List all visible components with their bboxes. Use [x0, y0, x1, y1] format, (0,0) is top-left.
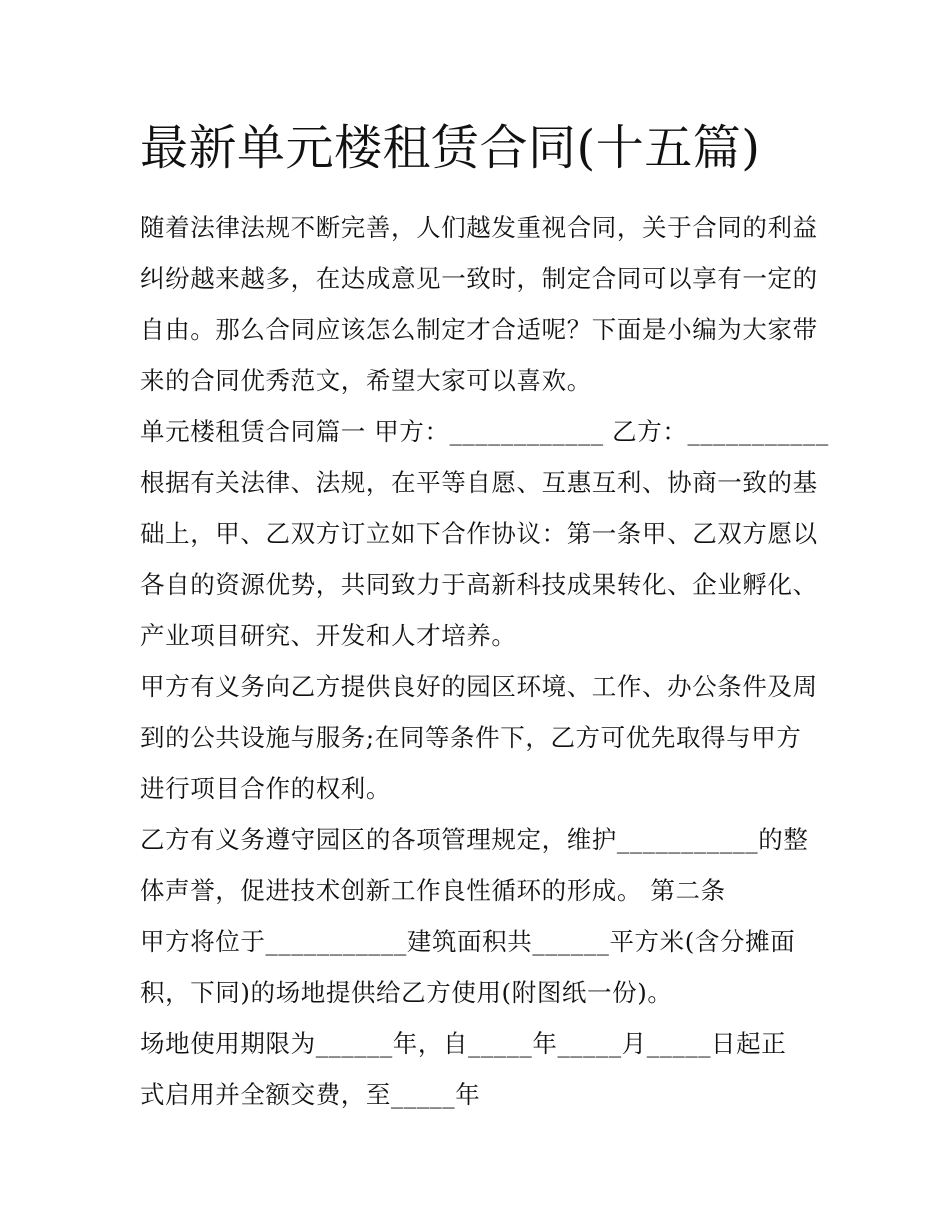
- text-line: 随着法律法规不断完善，人们越发重视合同，关于合同的利益: [140, 213, 818, 242]
- text-line: 场地使用期限为______年，自_____年_____月_____日起正: [140, 1029, 787, 1058]
- document-body: [140, 202, 829, 1120]
- text-line: 纠纷越来越多，在达成意见一致时，制定合同可以享有一定的: [140, 264, 818, 293]
- text-line: 式启用并全额交费，至_____年: [140, 1080, 481, 1109]
- text-line: 根据有关法律、法规，在平等自愿、互惠互利、协商一致的基: [140, 468, 818, 497]
- text-line: 甲方将位于___________建筑面积共______平方米(含分摊面: [140, 927, 796, 956]
- text-line: 甲方有义务向乙方提供良好的园区环境、工作、办公条件及周: [140, 672, 818, 701]
- text-line: 自由。那么合同应该怎么制定才合适呢？下面是小编为大家带: [140, 315, 818, 344]
- text-line: 础上，甲、乙双方订立如下合作协议：第一条甲、乙双方愿以: [140, 519, 818, 548]
- text-line: 产业项目研究、开发和人才培养。: [140, 621, 517, 650]
- text-line: 乙方有义务遵守园区的各项管理规定，维护___________的整: [140, 825, 809, 854]
- text-line: 到的公共设施与服务;在同等条件下，乙方可优先取得与甲方: [140, 723, 802, 752]
- text-line: 来的合同优秀范文，希望大家可以喜欢。: [140, 366, 592, 395]
- page-title: 最新单元楼租赁合同(十五篇): [140, 120, 761, 176]
- text-line: 积，下同)的场地提供给乙方使用(附图纸一份)。: [140, 978, 673, 1007]
- text-line: 各自的资源优势，共同致力于高新科技成果转化、企业孵化、: [140, 570, 818, 599]
- text-line: 体声誉，促进技术创新工作良性循环的形成。 第二条: [140, 876, 726, 905]
- text-line: 单元楼租赁合同篇一 甲方：____________ 乙方：___________: [140, 417, 829, 446]
- text-line: 进行项目合作的权利。: [140, 774, 391, 803]
